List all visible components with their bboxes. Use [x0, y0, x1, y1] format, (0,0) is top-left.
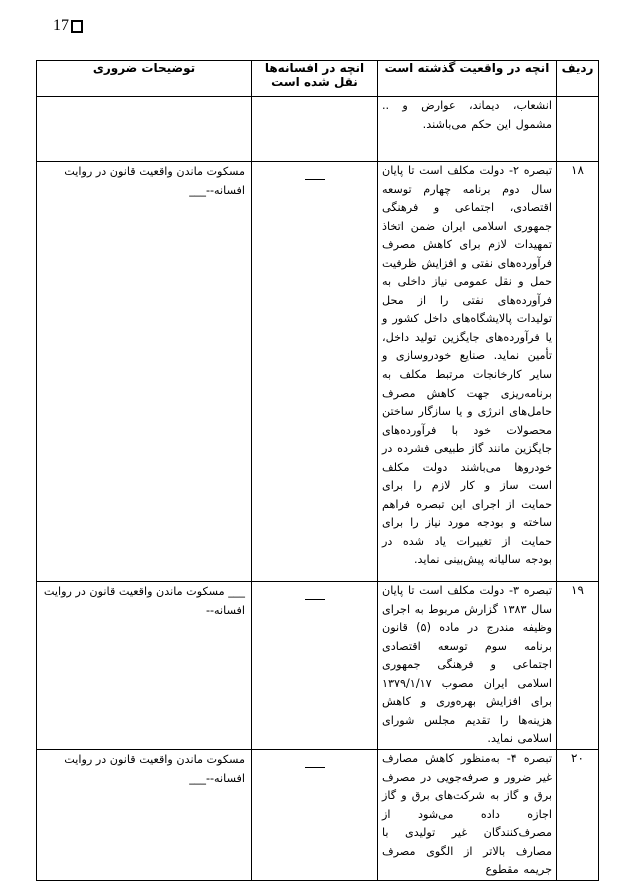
note-cell [37, 97, 252, 162]
table-row-continued [37, 97, 599, 162]
empty-dash [305, 599, 325, 600]
reality-cell: تبصره ۲- دولت مکلف است تا پایان سال دوم برنامه چهارم توسعه اقتصادی، اجتماعی و فرهنگی جمهوری اسلامی ایران ضمن اتخاذ تمهیدات لازم برای کاهش مصرف فرآورده‌های نفتی و افزایش ظرفیت حمل و نقل عمومی نیاز داخلی به فرآورده‌های نفتی را از محل تولیدات پالایشگاه‌های داخل کشور و یا فرآورده‌های جایگزین تولید داخل، تأمین نماید. صنایع خودروسازی و سایر کارخانجات مرتبط مکلف به برنامه‌ریزی جهت کاهش مصرف حامل‌های انرژی و یا سازگار ساختن محصولات خود با فرآورده‌های جایگزین مانند گاز طبیعی فشرده در خودروها می‌باشند دولت مکلف است ساز و کار لازم را برای حمایت از اجرای این تبصره فراهم ساخته و بودجه مورد نیاز را برای حمایت از تغییرات یاد شده در بودجه سالیانه پیش‌بینی نماید. [378, 162, 557, 582]
row-number-cell: ۲۰ [557, 750, 599, 881]
empty-dash [305, 179, 325, 180]
table-row [37, 750, 599, 881]
note-cell: مسکوت ماندن واقعیت قانون در روایت افسانه--___ [37, 750, 252, 881]
header-row-number: ردیف [557, 61, 599, 97]
reality-cell: تبصره ۴- به‌منظور کاهش مصارف غیر ضرور و صرفه‌جویی در مصرف برق و گاز به شرکت‌های برق و گاز اجازه داده می‌شود از مصرف‌کنندگان غیر تولیدی با مصارف بالاتر از الگوی مصرف جریمه مقطوع [378, 750, 557, 881]
myth-cell [252, 97, 378, 162]
row-number-cell: ۱۹ [557, 582, 599, 750]
page-number-value: 17 [53, 17, 69, 34]
reality-cell: انشعاب، دیماند، عوارض و .. مشمول این حکم می‌باشند. [378, 97, 557, 162]
header-notes: توضیحات ضروری [37, 61, 252, 97]
page-number [53, 17, 83, 35]
reality-cell: تبصره ۳- دولت مکلف است تا پایان سال ۱۳۸۳ گزارش مربوط به اجرای وظیفه مندرج در ماده (۵) قانون برنامه سوم توسعه اقتصادی اجتماعی و فرهنگی جمهوری اسلامی ایران مصوب ۱۳۷۹/۱/۱۷ برای افزایش بهره‌وری و کاهش هزینه‌ها را تقدیم مجلس شورای اسلامی نماید. [378, 582, 557, 750]
table-header-row [37, 61, 599, 97]
header-reality: انچه در واقعیت گذشته است [378, 61, 557, 97]
myth-cell [252, 582, 378, 750]
note-cell: ___ مسکوت ماندن واقعیت قانون در روایت افسانه-- [37, 582, 252, 750]
page-number-box-icon [71, 20, 83, 33]
row-number-cell: ۱۸ [557, 162, 599, 582]
empty-dash [305, 767, 325, 768]
legal-comparison-table [36, 60, 599, 881]
header-myths: انچه در افسانه‌ها نقل شده است [252, 61, 378, 97]
row-number-cell [557, 97, 599, 162]
myth-cell [252, 162, 378, 582]
table-row [37, 162, 599, 582]
note-cell: مسکوت ماندن واقعیت قانون در روایت افسانه--___ [37, 162, 252, 582]
myth-cell [252, 750, 378, 881]
table-row [37, 582, 599, 750]
